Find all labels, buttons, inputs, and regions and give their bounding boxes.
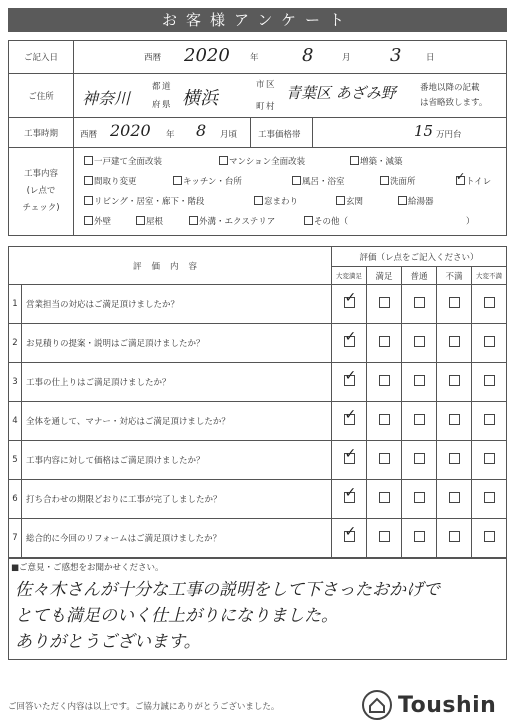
rating-cell bbox=[402, 324, 437, 363]
question-number: 4 bbox=[9, 402, 22, 441]
work-label-2: (レ点で bbox=[26, 186, 56, 196]
rating-cell bbox=[472, 324, 507, 363]
rating-cell bbox=[437, 441, 472, 480]
rating-checkbox[interactable] bbox=[449, 375, 460, 386]
question-number: 7 bbox=[9, 519, 22, 558]
rating-cell bbox=[402, 363, 437, 402]
rating-checkbox[interactable] bbox=[449, 453, 460, 464]
rating-checkbox[interactable] bbox=[379, 375, 390, 386]
eval-header: 評価内容 bbox=[9, 247, 332, 285]
question-text: お見積りの提案・説明はご満足頂けましたか？ bbox=[22, 324, 332, 363]
rating-checkbox[interactable] bbox=[414, 414, 425, 425]
house-icon bbox=[362, 690, 392, 720]
rating-cell bbox=[402, 441, 437, 480]
date-month: 8 bbox=[302, 45, 314, 66]
date-era: 西暦 bbox=[144, 53, 162, 63]
rating-checkbox[interactable] bbox=[414, 375, 425, 386]
period-year-unit: 年 bbox=[166, 130, 175, 140]
rating-cell bbox=[472, 285, 507, 324]
question-number: 3 bbox=[9, 363, 22, 402]
rating-cell bbox=[367, 480, 402, 519]
rating-cell bbox=[332, 519, 367, 558]
question-number: 1 bbox=[9, 285, 22, 324]
question-row bbox=[9, 324, 507, 363]
rating-cell bbox=[472, 402, 507, 441]
survey-sheet bbox=[8, 8, 507, 660]
rating-cell bbox=[332, 480, 367, 519]
col-very-satisfied: 大変満足 bbox=[332, 267, 367, 285]
col-very-dissatisfied: 大変不満 bbox=[472, 267, 507, 285]
price-value: 15 bbox=[414, 122, 434, 140]
rating-checkbox[interactable] bbox=[484, 375, 495, 386]
question-text: 全体を通して、マナー・対応はご満足頂けましたか？ bbox=[22, 402, 332, 441]
rating-checkbox[interactable] bbox=[449, 531, 460, 542]
col-normal: 普通 bbox=[402, 267, 437, 285]
date-day: 3 bbox=[390, 45, 402, 66]
work-option[interactable]: リビング・居室・廊下・階段 bbox=[84, 195, 204, 207]
rating-checkbox[interactable] bbox=[379, 297, 390, 308]
rating-checkbox[interactable] bbox=[484, 492, 495, 503]
comment-box bbox=[8, 558, 507, 660]
period-field bbox=[74, 118, 507, 148]
rating-cell bbox=[402, 519, 437, 558]
address-ken: 県 bbox=[162, 100, 171, 110]
question-text: 打ち合わせの期限どおりに工事が完了しましたか？ bbox=[22, 480, 332, 519]
address-fu: 府 bbox=[152, 100, 161, 110]
rating-cell bbox=[437, 480, 472, 519]
work-option[interactable]: 屋根 bbox=[136, 215, 163, 227]
comment-line: とても満足のいく仕上がりになりました。 bbox=[15, 606, 338, 626]
rating-header: 評価（レ点をご記入ください） bbox=[332, 247, 507, 267]
rating-cell bbox=[472, 519, 507, 558]
logo-text: Toushin bbox=[398, 692, 497, 718]
rating-checkbox[interactable] bbox=[379, 453, 390, 464]
rating-checkbox[interactable] bbox=[414, 492, 425, 503]
page-title: お客様アンケート bbox=[8, 8, 507, 32]
rating-cell bbox=[332, 324, 367, 363]
address-cho: 町 bbox=[256, 102, 265, 112]
rating-cell bbox=[437, 402, 472, 441]
rating-cell bbox=[367, 402, 402, 441]
work-option[interactable]: 外壁 bbox=[84, 215, 111, 227]
rating-cell bbox=[332, 363, 367, 402]
rating-checkbox[interactable] bbox=[379, 414, 390, 425]
rating-checkbox[interactable] bbox=[379, 336, 390, 347]
work-label-3: チェック) bbox=[22, 203, 60, 213]
question-row bbox=[9, 285, 507, 324]
period-month: 8 bbox=[196, 121, 207, 140]
period-era: 西暦 bbox=[80, 130, 98, 140]
rating-checkbox[interactable] bbox=[484, 297, 495, 308]
rating-checkbox-checked[interactable]: ✓ bbox=[344, 524, 357, 540]
question-number: 2 bbox=[9, 324, 22, 363]
rating-cell bbox=[402, 285, 437, 324]
rating-checkbox-checked[interactable]: ✓ bbox=[344, 446, 357, 462]
question-number: 6 bbox=[9, 480, 22, 519]
rating-checkbox-checked[interactable]: ✓ bbox=[344, 290, 357, 306]
footer-note: ご回答いただく内容は以上です。ご協力誠にありがとうございました。 bbox=[8, 702, 280, 712]
rating-checkbox-checked[interactable]: ✓ bbox=[344, 368, 357, 384]
work-option[interactable]: その他（ bbox=[304, 215, 348, 227]
eval-table bbox=[8, 246, 507, 558]
work-option[interactable]: 窓まわり bbox=[254, 195, 298, 207]
period-label: 工事時期 bbox=[9, 118, 74, 148]
address-do: 道 bbox=[162, 82, 171, 92]
work-option-checked[interactable]: ✓ トイレ bbox=[456, 170, 492, 187]
address-field bbox=[74, 74, 507, 118]
work-option[interactable]: 洗面所 bbox=[380, 175, 416, 187]
rating-cell bbox=[332, 441, 367, 480]
rating-cell bbox=[367, 441, 402, 480]
rating-checkbox[interactable] bbox=[449, 336, 460, 347]
date-day-unit: 日 bbox=[426, 53, 435, 63]
question-number: 5 bbox=[9, 441, 22, 480]
rating-cell bbox=[367, 324, 402, 363]
question-text: 総合的に今回のリフォームはご満足頂けましたか？ bbox=[22, 519, 332, 558]
rating-cell bbox=[437, 363, 472, 402]
rating-cell bbox=[472, 441, 507, 480]
work-option[interactable]: 増築・減築 bbox=[350, 155, 403, 167]
work-options bbox=[74, 148, 507, 236]
rating-checkbox[interactable] bbox=[449, 297, 460, 308]
rating-checkbox[interactable] bbox=[449, 492, 460, 503]
date-field bbox=[74, 41, 507, 74]
question-row bbox=[9, 402, 507, 441]
col-satisfied: 満足 bbox=[367, 267, 402, 285]
rating-cell bbox=[472, 480, 507, 519]
period-month-unit: 月頃 bbox=[220, 130, 238, 140]
question-text: 工事の仕上りはご満足頂けましたか？ bbox=[22, 363, 332, 402]
rating-cell bbox=[402, 480, 437, 519]
address-shi: 市 bbox=[256, 80, 265, 90]
rating-checkbox-checked[interactable]: ✓ bbox=[344, 407, 357, 423]
rating-checkbox-checked[interactable]: ✓ bbox=[344, 485, 357, 501]
address-ku: 区 bbox=[266, 80, 275, 90]
rating-cell bbox=[437, 285, 472, 324]
address-label: ご住所 bbox=[9, 74, 74, 118]
rating-checkbox[interactable] bbox=[484, 414, 495, 425]
work-option[interactable]: 間取り変更 bbox=[84, 175, 137, 187]
rating-checkbox[interactable] bbox=[379, 492, 390, 503]
work-option[interactable]: 風呂・浴室 bbox=[292, 175, 345, 187]
date-label: ご記入日 bbox=[9, 41, 74, 74]
comment-line: 佐々木さんが十分な工事の説明をして下さったおかげで bbox=[15, 580, 440, 600]
address-town: 青葉区 あざみ野 bbox=[286, 84, 396, 102]
col-dissatisfied: 不満 bbox=[437, 267, 472, 285]
rating-checkbox[interactable] bbox=[449, 414, 460, 425]
date-year: 2020 bbox=[184, 45, 230, 66]
question-row bbox=[9, 519, 507, 558]
address-pref: 神奈川 bbox=[82, 89, 131, 108]
address-to: 都 bbox=[152, 82, 161, 92]
rating-checkbox[interactable] bbox=[414, 453, 425, 464]
question-text: 工事内容に対して価格はご満足頂けましたか？ bbox=[22, 441, 332, 480]
rating-cell bbox=[437, 324, 472, 363]
question-row bbox=[9, 441, 507, 480]
rating-cell bbox=[367, 285, 402, 324]
rating-checkbox[interactable] bbox=[484, 453, 495, 464]
rating-cell bbox=[437, 519, 472, 558]
rating-cell bbox=[367, 519, 402, 558]
question-row bbox=[9, 363, 507, 402]
rating-cell bbox=[402, 402, 437, 441]
date-month-unit: 月 bbox=[342, 53, 351, 63]
address-son: 村 bbox=[266, 102, 275, 112]
work-label-1: 工事内容 bbox=[23, 169, 58, 179]
rating-checkbox[interactable] bbox=[414, 297, 425, 308]
work-option[interactable]: 給湯器 bbox=[398, 195, 434, 207]
comment-label: ■ご意見・ご感想をお聞かせください。 bbox=[11, 563, 164, 573]
rating-cell bbox=[332, 402, 367, 441]
work-option[interactable]: 玄関 bbox=[336, 195, 363, 207]
work-option[interactable]: マンション全面改装 bbox=[219, 155, 305, 167]
rating-checkbox[interactable] bbox=[484, 531, 495, 542]
work-option[interactable]: 一戸建て全面改装 bbox=[84, 155, 162, 167]
address-note-2: は省略致します。 bbox=[420, 98, 488, 108]
company-logo bbox=[362, 690, 496, 720]
rating-checkbox[interactable] bbox=[414, 531, 425, 542]
rating-checkbox[interactable] bbox=[379, 531, 390, 542]
work-option[interactable]: キッチン・台所 bbox=[173, 175, 242, 187]
rating-cell bbox=[367, 363, 402, 402]
address-note-1: 番地以降の記載 bbox=[420, 83, 480, 93]
rating-cell bbox=[472, 363, 507, 402]
rating-cell bbox=[332, 285, 367, 324]
work-option-other-close: ） bbox=[466, 217, 475, 227]
rating-checkbox[interactable] bbox=[484, 336, 495, 347]
rating-checkbox[interactable] bbox=[414, 336, 425, 347]
work-label bbox=[9, 148, 74, 236]
date-year-unit: 年 bbox=[250, 53, 259, 63]
price-unit: 万円台 bbox=[436, 130, 462, 140]
question-text: 営業担当の対応はご満足頂けましたか？ bbox=[22, 285, 332, 324]
question-row bbox=[9, 480, 507, 519]
address-city: 横浜 bbox=[182, 88, 218, 109]
comment-line: ありがとうございます。 bbox=[15, 632, 201, 652]
period-year: 2020 bbox=[110, 121, 151, 140]
rating-checkbox-checked[interactable]: ✓ bbox=[344, 329, 357, 345]
work-option[interactable]: 外溝・エクステリア bbox=[189, 215, 275, 227]
price-label: 工事価格帯 bbox=[258, 130, 301, 140]
info-table bbox=[8, 40, 507, 236]
